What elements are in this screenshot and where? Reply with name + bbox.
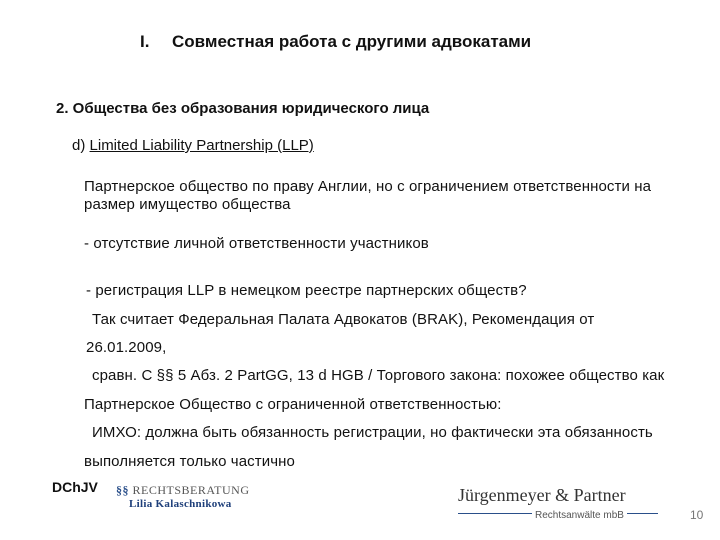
section-number: I.	[140, 32, 150, 51]
footer-dchjv: DChJV	[52, 479, 98, 495]
definition-line-1: Партнерское общество по праву Англии, но с ограничением ответственности на	[84, 178, 652, 195]
imho-line-2: выполняется только частично	[84, 453, 295, 470]
definition-line-2: размер имущество общества	[84, 196, 291, 213]
consultant-name: Lilia Kalaschnikowa	[129, 498, 232, 510]
compare-line-2: Партнерское Общество с ограниченной ответственностью:	[84, 396, 502, 413]
paragraph-symbol-icon: §§	[116, 483, 129, 497]
item-prefix: d)	[72, 137, 86, 154]
slide-title: Совместная работа с другими адвокатами	[172, 32, 532, 51]
subheading: 2. Общества без образования юридического лица	[56, 100, 430, 117]
firm-logo-subtitle: Rechtsanwälte mbB	[532, 510, 627, 521]
item-heading	[72, 137, 314, 154]
rechtsberatung-logo	[116, 483, 250, 498]
firm-logo-name: Jürgenmeyer & Partner	[458, 485, 626, 505]
point-registration: - регистрация LLP в немецком реестре партнерских обществ?	[86, 282, 527, 299]
brak-line-1: Так считает Федеральная Палата Адвокатов (BRAK), Рекомендация от	[92, 311, 595, 328]
imho-line-1: ИМХО: должна быть обязанность регистрации, но фактически эта обязанность	[92, 424, 653, 441]
item-title: Limited Liability Partnership (LLP)	[89, 137, 314, 154]
compare-line-1: сравн. С §§ 5 Абз. 2 PartGG, 13 d HGB / Торгового закона: похожее общество как	[92, 367, 665, 384]
point-liability: - отсутствие личной ответственности участников	[84, 235, 429, 252]
brak-line-2: 26.01.2009,	[86, 339, 167, 356]
rechtsberatung-label: RECHTSBERATUNG	[132, 483, 250, 497]
page-number: 10	[690, 508, 704, 522]
